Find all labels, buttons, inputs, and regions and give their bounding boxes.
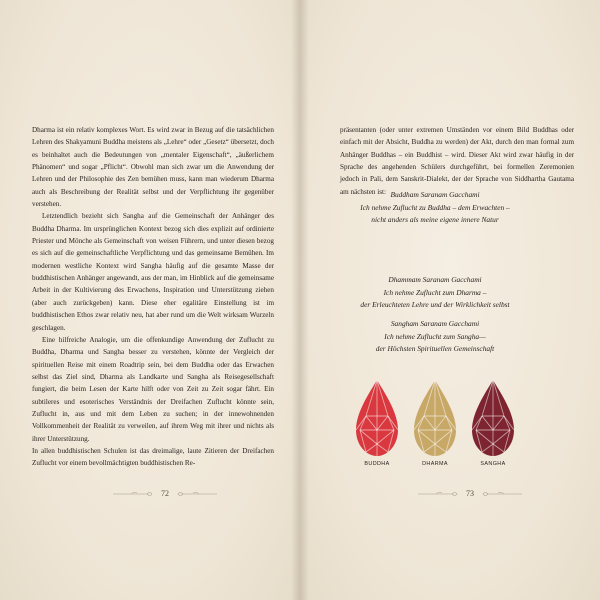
page-footer-left (111, 489, 219, 498)
mantra-title: Buddham Saranam Gacchami (390, 190, 480, 199)
paragraph: Eine hilfreiche Analogie, um die offenkundige Anwendung der Zuflucht zu Buddha, Dharma und Sangha besser zu verstehen, könnte der Vergleich der spirituellen Reise mit einem Roadtrip sein, bei dem Buddha oder das Erwachen selbst das Ziel sind, Dharma als Landkarte und Sangha als Reisegesellschaft fungiert, die beim Lesen der Karte hilft oder von Zeit zu Zeit sogar fährt. Ein subtileres und esoterisches Verständnis der Dreifachen Zuflucht könnte sein, Zuflucht in, aus und mit dem Leben zu suchen; in der innewohnenden Vollkommenheit der Realität zu verweilen, auf ihrem Weg mit ihrer und nichts als ihrer Unterstützung. (32, 335, 274, 443)
page-footer-right (416, 489, 524, 498)
mantra-line: Ich nehme Zuflucht zu Buddha – dem Erwachten – (360, 202, 510, 212)
ornament-right-icon (482, 490, 524, 498)
page-number: 73 (466, 489, 474, 498)
gem-icon (412, 378, 458, 458)
mantra-line: Ich nehme Zuflucht zum Dharma – (383, 287, 487, 297)
gem-icon (354, 378, 400, 458)
gem-label-sangha: SANGHA (480, 461, 506, 467)
page-number: 72 (161, 489, 169, 498)
mantra-title: Sangham Saranam Gacchami (390, 319, 480, 328)
paragraph: Letztendlich bezieht sich Sangha auf die Gemeinschaft der Anhänger des Buddha Dharma. Im ursprünglichen Kontext bezog sich dies explizit auf ordinierte Priester und Mönche als Gemeinschaft von weisen Führern, und unter diesen bezog es sich auf die gemeinschaftliche Verpflichtung und das gemeinsame Bemühen. Im modernen westliche Kontext wird Sangha häufig auf die gesamte Masse der buddhistischen Anhänger angewandt, aus der man, im Hinblick auf die gemeinsame Arbeit in der Kultivierung des Erwachens, Inspiration und Unterstützung ziehen (aber auch zurückgeben) kann. Diese eher egalitäre Einstellung ist im buddhistischen Ethos zwar relativ neu, hat aber rund um die Welt wirksam Wurzeln geschlagen. (32, 212, 274, 332)
ornament-left-icon (111, 490, 153, 498)
gem-label-buddha: BUDDHA (364, 461, 390, 467)
gem-label-dharma: DHARMA (422, 461, 448, 467)
paragraph: präsentanten (oder unter extremen Umständen vor einem Bild Buddhas oder einfach mit der Absicht, Buddha zu werden) der Akt, durch den man formal zum Anhänger Buddhas – ein Buddhist – wird. Dieser Akt wird zwar häufig in der Sprache des angehenden Schülers durchgeführt, bei formellen Zeremonien jedoch in Pali, dem Sanskrit-Dialekt, der der Sprache von Siddhartha Gautama am nächsten ist: (340, 126, 574, 196)
mantra-dharma (310, 274, 560, 312)
ornament-left-icon (416, 490, 458, 498)
mantra-line: nicht anders als meine eigene innere Natur (371, 215, 499, 225)
book-gutter (291, 0, 309, 600)
mantra-title: Dhammam Saranam Gacchami (388, 275, 482, 284)
mantra-line: der Erleuchteten Lehre und der Wirklichkeit selbst (360, 300, 510, 310)
mantra-buddha (310, 189, 560, 227)
mantra-sangha (310, 318, 560, 356)
left-page-text (32, 124, 274, 470)
mantra-line: Ich nehme Zuflucht zum Sangha— (384, 331, 486, 341)
mantra-line: der Höchsten Spirituellen Gemeinschaft (375, 344, 495, 354)
ornament-right-icon (177, 490, 219, 498)
paragraph: In allen buddhistischen Schulen ist das dreimalige, laute Zitieren der Dreifachen Zuflucht vor einem bevollmächtigten buddhistischen Re- (32, 446, 274, 468)
paragraph: Dharma ist ein relativ komplexes Wort. Es wird zwar in Bezug auf die tatsächlichen Lehren des Shakyamuni Buddha meistens als „Lehre“ oder „Gesetz“ übersetzt, doch es beinhaltet auch die Bedeutungen von „mentaler Eigenschaft“, „äußerlichem Phänomen“ und sogar „Pflicht“. Obwohl man sich zwar um die Anwendung der Lehren und der Philosophie des Zen bemühen muss, kann man wiederum Dharma auch als Beschreibung der Realität selbst und der Verpflichtung ihr gegenüber verstehen. (32, 126, 274, 209)
gem-icon (470, 378, 516, 458)
right-page-text (340, 124, 574, 198)
